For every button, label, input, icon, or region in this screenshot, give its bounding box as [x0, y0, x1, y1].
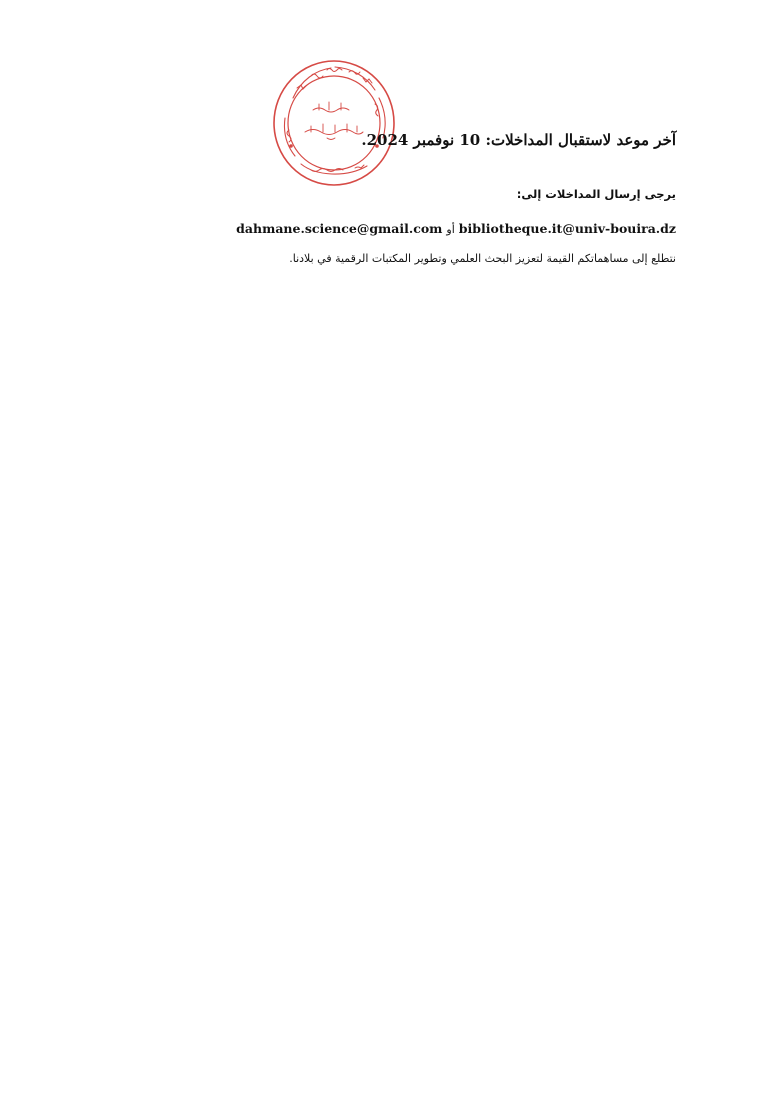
- closing-statement: نتطلع إلى مساهماتكم القيمة لتعزيز البحث العلمي وتطوير المكتبات الرقمية في بلادنا.: [289, 252, 676, 265]
- email-secondary[interactable]: dahmane.science@gmail.com: [236, 221, 443, 236]
- or-separator: أو: [446, 223, 455, 236]
- call-for-papers-info: [236, 128, 676, 268]
- contact-emails: [236, 219, 676, 240]
- email-primary[interactable]: bibliotheque.it@univ-bouira.dz: [458, 221, 676, 236]
- submission-deadline: آخر موعد لاستقبال المداخلات: 10 نوفمبر 2024.: [361, 131, 676, 149]
- send-instructions-label: يرجى إرسال المداخلات إلى:: [516, 187, 676, 201]
